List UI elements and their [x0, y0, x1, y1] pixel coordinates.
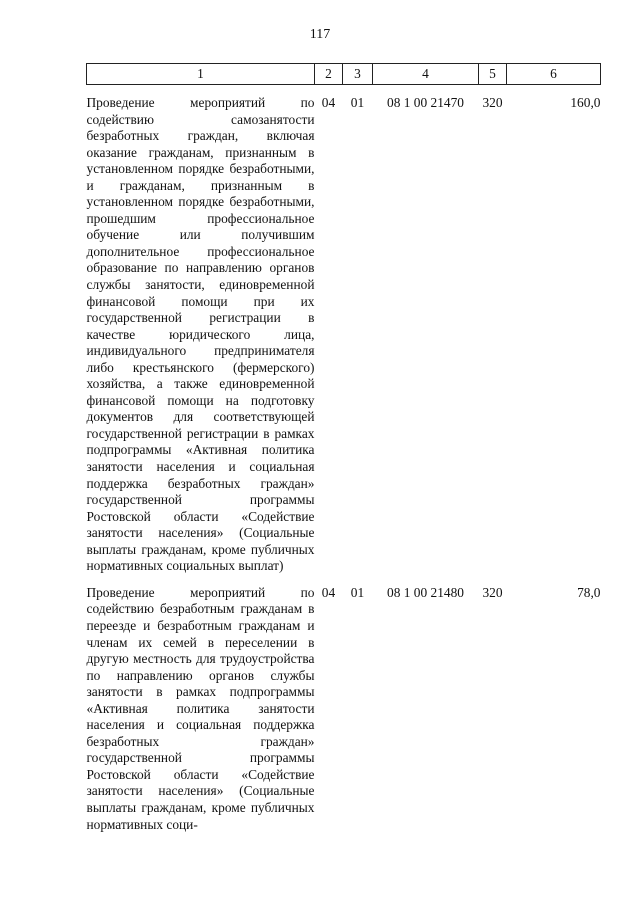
row-section-code: 04: [321, 95, 336, 110]
row-subsection-code: 01: [350, 95, 365, 110]
page-number: 117: [309, 27, 331, 42]
row-subsection-code: 01: [350, 584, 365, 600]
table-header-row: [87, 64, 601, 85]
column-header-3: 3: [343, 64, 373, 85]
row-section-code: 04: [321, 584, 336, 600]
table-row: [87, 585, 601, 833]
budget-table: [86, 63, 601, 833]
row-expense-type: 320: [482, 584, 503, 600]
row-amount: 160,0: [570, 95, 601, 110]
column-header-6: 6: [507, 64, 601, 85]
row-target-article: 08 1 00 21480: [387, 584, 464, 600]
row-expense-type: 320: [482, 95, 503, 110]
row-description: Проведение мероприятий по содействию безработным гражданам в переезде и безработным гражданам и членам их семей в переселении в другую местность для трудоустройства по направлению органов службы занятости в рамках подпрограммы «Активная политика занятости населения и социальная поддержка безработных граждан» государственной программы Ростовской области «Содействие занятости населения» (Социальные выплаты гражданам, кроме публичных нормативных соци-: [86, 584, 315, 832]
row-amount: 78,0: [577, 584, 601, 600]
column-header-2: 2: [315, 64, 343, 85]
column-header-1: 1: [87, 64, 315, 85]
column-header-4: 4: [373, 64, 479, 85]
row-target-article: 08 1 00 21470: [387, 95, 464, 110]
column-header-5: 5: [479, 64, 507, 85]
row-description: Проведение мероприятий по содействию самозанятости безработных граждан, включая оказание гражданам, признанным в установленном порядке безработными, и гражданам, признанным в установленном порядке безработными, прошедшим профессиональное обучение или получившим дополнительное профессиональное образование по направлению органов службы занятости, единовременной финансовой помощи при их государственной регистрации в качестве юридического лица, индивидуального предпринимателя либо крестьянского (фермерского) хозяйства, а также единовременной финансовой помощи на подготовку документов для соответствующей государственной регистрации в рамках подпрограммы «Активная политика занятости населения и социальная поддержка безработных граждан» государственной программы Ростовской области «Содействие занятости населения» (Социальные выплаты гражданам, кроме публичных нормативных социальных выплат): [86, 95, 315, 574]
table-row: [87, 95, 601, 575]
